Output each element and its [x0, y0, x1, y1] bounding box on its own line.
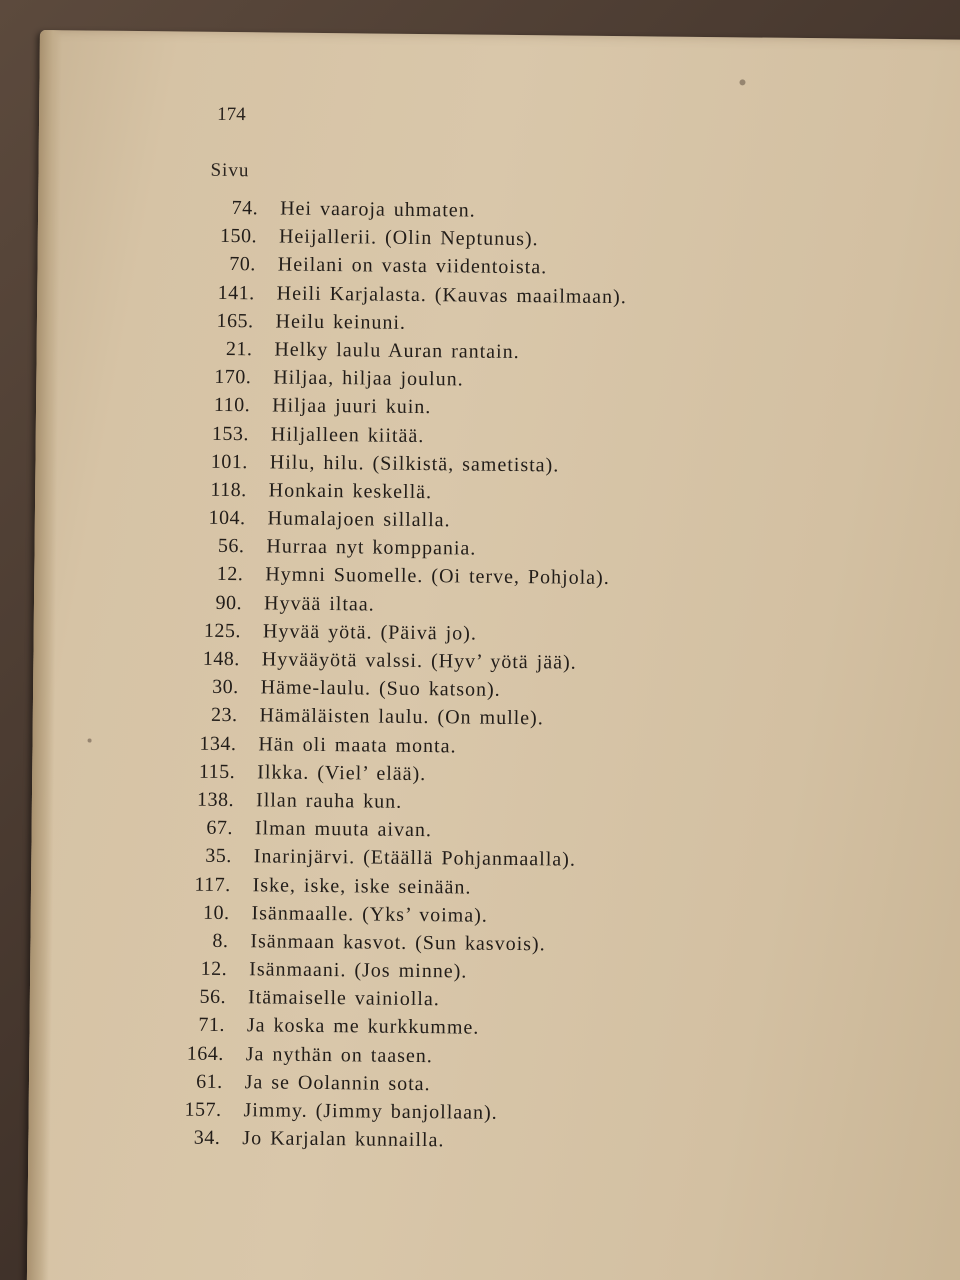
entry-title: Inarinjärvi. (Etäällä Pohjanmaalla). — [253, 845, 577, 871]
entry-title: Hiljaa, hiljaa joulun. — [273, 366, 464, 391]
entry-title: Jimmy. (Jimmy banjollaan). — [243, 1099, 498, 1124]
entry-page-number: 35. — [205, 845, 232, 868]
entry-title: Ja koska me kurkkumme. — [246, 1014, 480, 1040]
entry-title: Heilu keinuni. — [275, 310, 407, 334]
entry-page-number: 70. — [229, 253, 256, 276]
entry-page-number: 148. — [202, 647, 240, 671]
entry-title: Illan rauha kun. — [255, 789, 403, 813]
entry-page-number: 30. — [212, 676, 239, 699]
entry-title: Ja se Oolannin sota. — [244, 1071, 431, 1095]
paper-speck — [88, 739, 92, 743]
entry-page-number: 141. — [217, 281, 255, 304]
entry-page-number: 8. — [212, 929, 229, 952]
entry-page-number: 104. — [208, 506, 246, 530]
entry-page-number: 170. — [214, 365, 252, 389]
entry-page-number: 34. — [193, 1126, 221, 1150]
entry-title: Hiljalleen kiitää. — [270, 422, 425, 447]
entry-title: Humalajoen sillalla. — [267, 507, 451, 532]
entry-title: Hän oli maata monta. — [258, 732, 457, 757]
entry-title: Hurraa nyt komppania. — [266, 535, 477, 560]
entry-title: Hämäläisten laulu. (On mulle). — [259, 704, 544, 730]
entry-page-number: 134. — [199, 732, 237, 755]
index-entry — [120, 1123, 592, 1156]
entry-title: Ja nythän on taasen. — [245, 1042, 433, 1067]
entry-page-number: 118. — [210, 478, 247, 502]
entry-page-number: 90. — [215, 591, 243, 614]
entry-title: Heilani on vasta viidentoista. — [277, 253, 548, 279]
entry-title: Ilkka. (Viel’ elää). — [257, 761, 427, 785]
entry-page-number: 61. — [196, 1070, 223, 1093]
entry-page-number: 125. — [203, 619, 242, 642]
entry-page-number: 153. — [211, 422, 250, 445]
entry-page-number: 74. — [231, 197, 259, 220]
entry-page-number: 165. — [216, 309, 254, 333]
entry-title: Ilman muuta aivan. — [254, 817, 433, 842]
page-number: 174 — [217, 103, 246, 126]
entry-page-number: 101. — [210, 450, 248, 473]
entry-title: Hyvää yötä. (Päivä jo). — [262, 620, 478, 645]
entry-title: Hymni Suomelle. (Oi terve, Pohjola). — [265, 563, 610, 590]
entry-title: Honkain keskellä. — [268, 479, 433, 504]
entry-title: Heili Karjalasta. (Kauvas maailmaan). — [276, 282, 627, 308]
entry-page-number: 56. — [217, 535, 245, 558]
column-label: Sivu — [210, 159, 250, 182]
entry-page-number: 21. — [225, 337, 253, 361]
entry-page-number: 115. — [198, 760, 236, 783]
entry-title: Isänmaan kasvot. (Sun kasvois). — [250, 930, 546, 956]
entry-page-number: 150. — [219, 225, 258, 248]
entry-title: Iske, iske, iske seinään. — [252, 873, 472, 899]
entry-title: Hilu, hilu. (Silkistä, sametista). — [269, 451, 560, 477]
entry-title: Isänmaalle. (Yks’ voima). — [251, 901, 488, 927]
entry-title: Hiljaa juuri kuin. — [272, 394, 432, 419]
book-page — [26, 30, 960, 1280]
entry-title: Hyvääyötä valssi. (Hyv’ yötä jää). — [261, 648, 577, 674]
entry-title: Hei vaaroja uhmaten. — [280, 197, 476, 222]
entry-page-number: 23. — [210, 704, 238, 727]
entry-page-number: 12. — [216, 563, 244, 586]
entry-page-number: 12. — [200, 957, 228, 981]
entry-page-number: 164. — [186, 1042, 224, 1065]
entry-title: Heijallerii. (Olin Neptunus). — [278, 225, 539, 251]
entry-page-number: 71. — [198, 1014, 226, 1037]
entry-title: Itämaiselle vainiolla. — [247, 986, 440, 1011]
entry-page-number: 117. — [194, 873, 231, 896]
entry-title: Hyvää iltaa. — [264, 592, 375, 616]
entry-page-number: 157. — [184, 1098, 222, 1121]
page-edge — [26, 30, 62, 1280]
entry-page-number: 138. — [196, 788, 235, 812]
entry-title: Isänmaani. (Jos minne). — [249, 958, 468, 983]
entry-page-number: 67. — [206, 816, 234, 840]
entry-title: Häme-laulu. (Suo katson). — [260, 676, 501, 702]
entry-title: Helky laulu Auran rantain. — [274, 338, 520, 363]
entry-page-number: 56. — [199, 985, 227, 1009]
song-index-list — [148, 193, 630, 1156]
paper-speck — [739, 79, 745, 85]
entry-page-number: 10. — [202, 901, 230, 924]
entry-title: Jo Karjalan kunnailla. — [242, 1127, 445, 1152]
entry-page-number: 110. — [213, 394, 251, 417]
